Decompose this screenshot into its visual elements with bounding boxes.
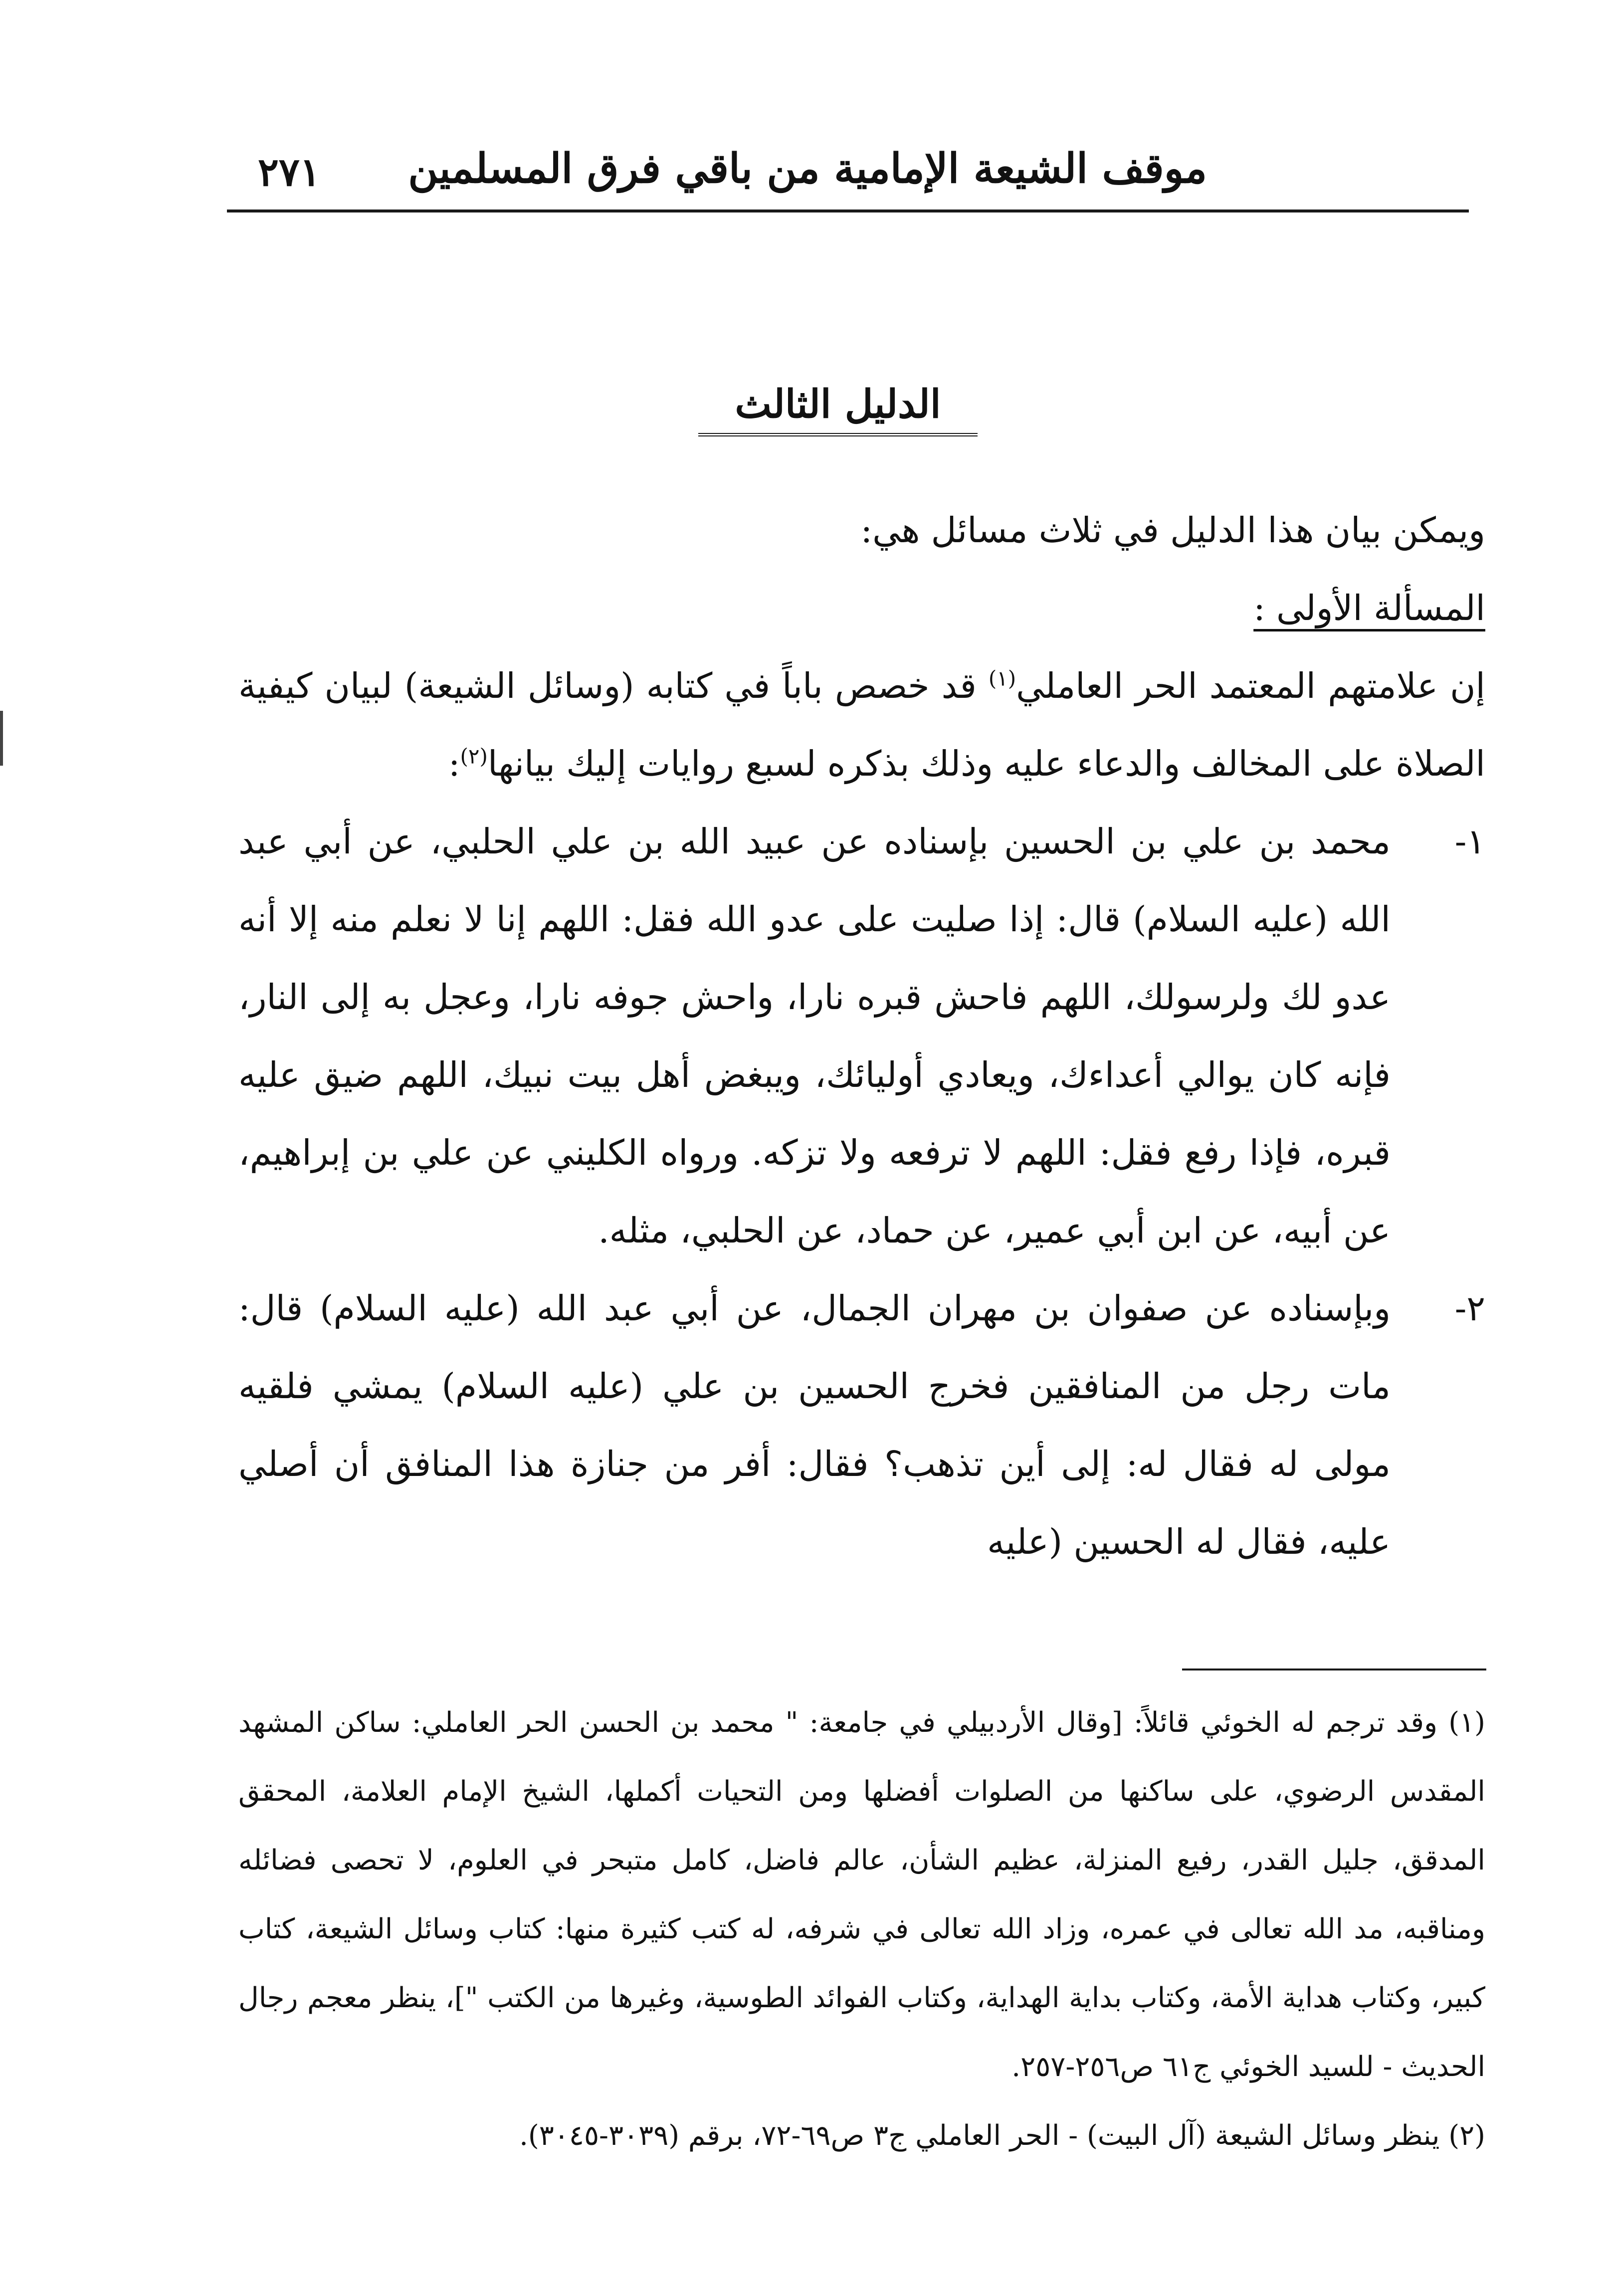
footnotes [238, 1688, 1485, 2170]
section-title: الدليل الثالث [698, 382, 978, 436]
item-text: وبإسناده عن صفوان بن مهران الجمال، عن أبي عبد الله (عليه السلام) قال: مات رجل من المنافقين فخرج الحسين بن علي (عليه السلام) يمشي فلقيه مولى له فقال له: إلى أين تذهب؟ فقال: أفر من جنازة هذا المنافق أن أصلي عليه، فقال له الحسين (عليه [238, 1288, 1391, 1562]
page-number: ٢٧١ [258, 150, 321, 195]
footnote-separator [1182, 1669, 1486, 1670]
item-text: محمد بن علي بن الحسين بإسناده عن عبيد الله بن علي الحلبي، عن أبي عبد الله (عليه السلام) قال: إذا صليت على عدو الله فقل: اللهم إنا لا نعلم منه إلا أنه عدو لك ولرسولك، اللهم فاحش قبره نارا، واحش جوفه نارا، وعجل به إلى النار، فإنه كان يوالي أعداءك، ويعادي أوليائك، ويبغض أهل بيت نبيك، اللهم ضيق عليه قبره، فإذا رفع فقل: اللهم لا ترفعه ولا تزكه. ورواه الكليني عن علي بن إبراهيم، عن أبيه، عن ابن أبي عمير، عن حماد، عن الحلبي، مثله. [238, 821, 1391, 1251]
header-title: موقف الشيعة الإمامية من باقي فرق المسلمين [408, 145, 1207, 193]
footnote-1: (١) وقد ترجم له الخوئي قائلاً: [وقال الأردبيلي في جامعة: " محمد بن الحسن الحر العاملي: ساكن المشهد المقدس الرضوي، على ساكنها من الصلوات أفضلها ومن التحيات أكملها، الشيخ الإمام العلامة، المحقق المدقق، جليل القدر، رفيع المنزلة، عظيم الشأن، عالم فاضل، كامل متبحر في العلوم، لا تحصى فضائله ومناقبه، مد الله تعالى في عمره، وزاد الله تعالى في شرفه، له كتب كثيرة منها: كتاب وسائل الشيعة، كتاب كبير، وكتاب هداية الأمة، وكتاب بداية الهداية، وكتاب الفوائد الطوسية، وغيرها من الكتب "]، ينظر معجم رجال الحديث - للسيد الخوئي ج٦١ ص٢٥٦-٢٥٧. [238, 1706, 1485, 2083]
paragraph-end: : [448, 743, 460, 784]
paragraph-start: إن علامتهم المعتمد الحر العاملي [1016, 665, 1485, 706]
intro-line: ويمكن بيان هذا الدليل في ثلاث مسائل هي: [860, 510, 1485, 551]
footnote-ref-1: (١) [988, 666, 1016, 691]
narration-item [238, 803, 1485, 1269]
issue-heading [238, 569, 1485, 647]
item-number: ١- [1454, 821, 1485, 862]
main-text [238, 491, 1485, 1581]
footnote-2: (٢) ينظر وسائل الشيعة (آل البيت) - الحر العاملي ج٣ ص٦٩-٧٢، برقم (٣٠٣٩-٣٠٤٥). [519, 2119, 1485, 2152]
narration-item [238, 1269, 1485, 1581]
running-header [227, 135, 1469, 212]
main-paragraph [238, 647, 1485, 803]
footnote-ref-2: (٢) [460, 744, 488, 769]
item-number: ٢- [1454, 1288, 1485, 1329]
scan-edge-mark [0, 711, 3, 766]
paragraph-middle: قد خصص باباً في كتابه (وسائل الشيعة) لبيان كيفية الصلاة على المخالف والدعاء عليه وذلك بذكره لسبع روايات إليك بيانها [238, 665, 1485, 784]
issue-heading-label: المسألة الأولى : [1253, 588, 1485, 628]
